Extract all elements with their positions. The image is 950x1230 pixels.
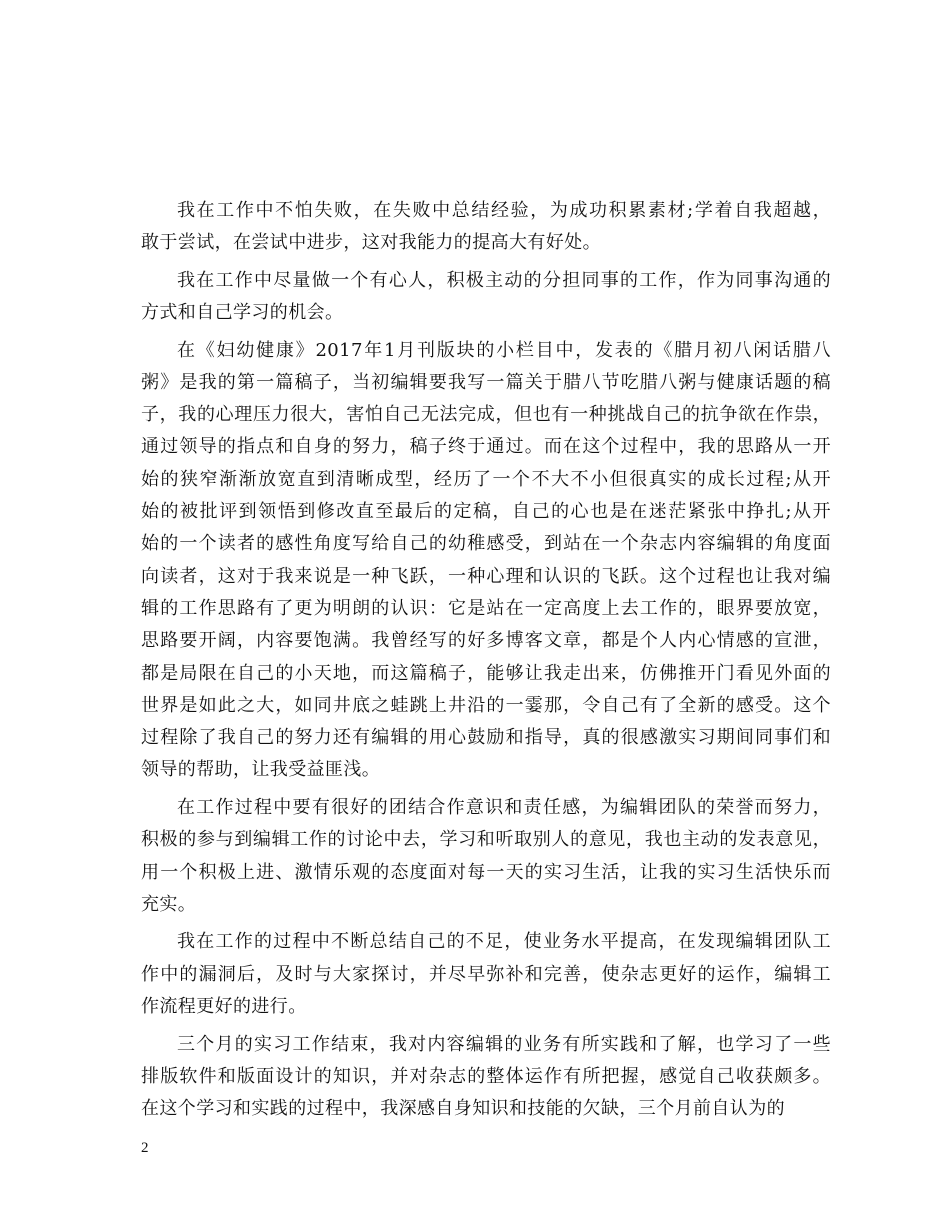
paragraph-line: 三个月的实习工作结束，我对内容编辑的业务有所实践和了解，也学习了一些 [177,1033,831,1055]
paragraph-line: 都是局限在自己的小天地，而这篇稿子，能够让我走出来，仿佛推开门看见外面的 [141,662,831,684]
paragraph-line: 作流程更好的进行。 [141,995,307,1017]
paragraph-line: 世界是如此之大，如同井底之蛙跳上井沿的一霎那，令自己有了全新的感受。这个 [141,694,831,716]
paragraph-line: 敢于尝试，在尝试中进步，这对我能力的提高大有好处。 [141,232,601,254]
paragraph-line: 辑的工作思路有了更为明朗的认识：它是站在一定高度上去工作的，眼界要放宽， [141,597,831,619]
paragraph-line: 领导的帮助，让我受益匪浅。 [141,759,381,781]
paragraph-line: 过程除了我自己的努力还有编辑的用心鼓励和指导，真的很感激实习期间同事们和 [141,727,831,749]
page-number: 2 [141,1140,149,1156]
paragraph-line: 粥》是我的第一篇稿子，当初编辑要我写一篇关于腊八节吃腊八粥与健康话题的稿 [141,371,831,393]
paragraph-line: 向读者，这对于我来说是一种飞跃，一种心理和认识的飞跃。这个过程也让我对编 [141,565,831,587]
paragraph-line: 我在工作中不怕失败，在失败中总结经验，为成功积累素材;学着自我超越， [177,200,831,221]
paragraph-line: 排版软件和版面设计的知识，并对杂志的整体运作有所把握，感觉自己收获颇多。 [141,1065,831,1087]
paragraph-line: 充实。 [141,893,197,915]
paragraph-line: 方式和自己学习的机会。 [141,302,344,324]
paragraph [141,335,831,787]
paragraph [141,792,831,921]
paragraph-line: 思路要开阔，内容要饱满。我曾经写的好多博客文章，都是个人内心情感的宣泄， [141,630,831,652]
paragraph-line: 用一个积极上进、激情乐观的态度面对每一天的实习生活，让我的实习生活快乐而 [141,861,831,883]
paragraph-line: 子，我的心理压力很大，害怕自己无法完成，但也有一种挑战自己的抗争欲在作祟， [141,404,831,426]
paragraph-line: 始的一个读者的感性角度写给自己的幼稚感受，到站在一个杂志内容编辑的角度面 [141,533,831,555]
paragraph-line: 作中的漏洞后，及时与大家探讨，并尽早弥补和完善，使杂志更好的运作，编辑工 [141,963,831,985]
paragraph-line: 积极的参与到编辑工作的讨论中去，学习和听取别人的意见，我也主动的发表意见， [141,829,831,851]
paragraph [141,926,831,1023]
paragraph-line: 通过领导的指点和自身的努力，稿子终于通过。而在这个过程中，我的思路从一开 [141,436,831,458]
paragraph [141,1029,831,1126]
paragraph-line: 始的狭窄渐渐放宽直到清晰成型，经历了一个不大不小但很真实的成长过程;从开 [141,468,831,490]
paragraph-line: 在这个学习和实践的过程中，我深感自身知识和技能的欠缺，三个月前自认为的 [141,1098,785,1120]
paragraph-line: 始的被批评到领悟到修改直至最后的定稿，自己的心也是在迷茫紧张中挣扎;从开 [141,501,831,523]
paragraph-line: 在《妇幼健康》2017年1月刊版块的小栏目中，发表的《腊月初八闲话腊八 [177,339,831,361]
paragraph-line: 我在工作的过程中不断总结自己的不足，使业务水平提高，在发现编辑团队工 [177,931,831,953]
paragraph [141,195,831,260]
paragraph-line: 在工作过程中要有很好的团结合作意识和责任感，为编辑团队的荣誉而努力， [177,797,831,818]
paragraph [141,265,831,330]
paragraph-line: 我在工作中尽量做一个有心人，积极主动的分担同事的工作，作为同事沟通的 [177,269,831,291]
